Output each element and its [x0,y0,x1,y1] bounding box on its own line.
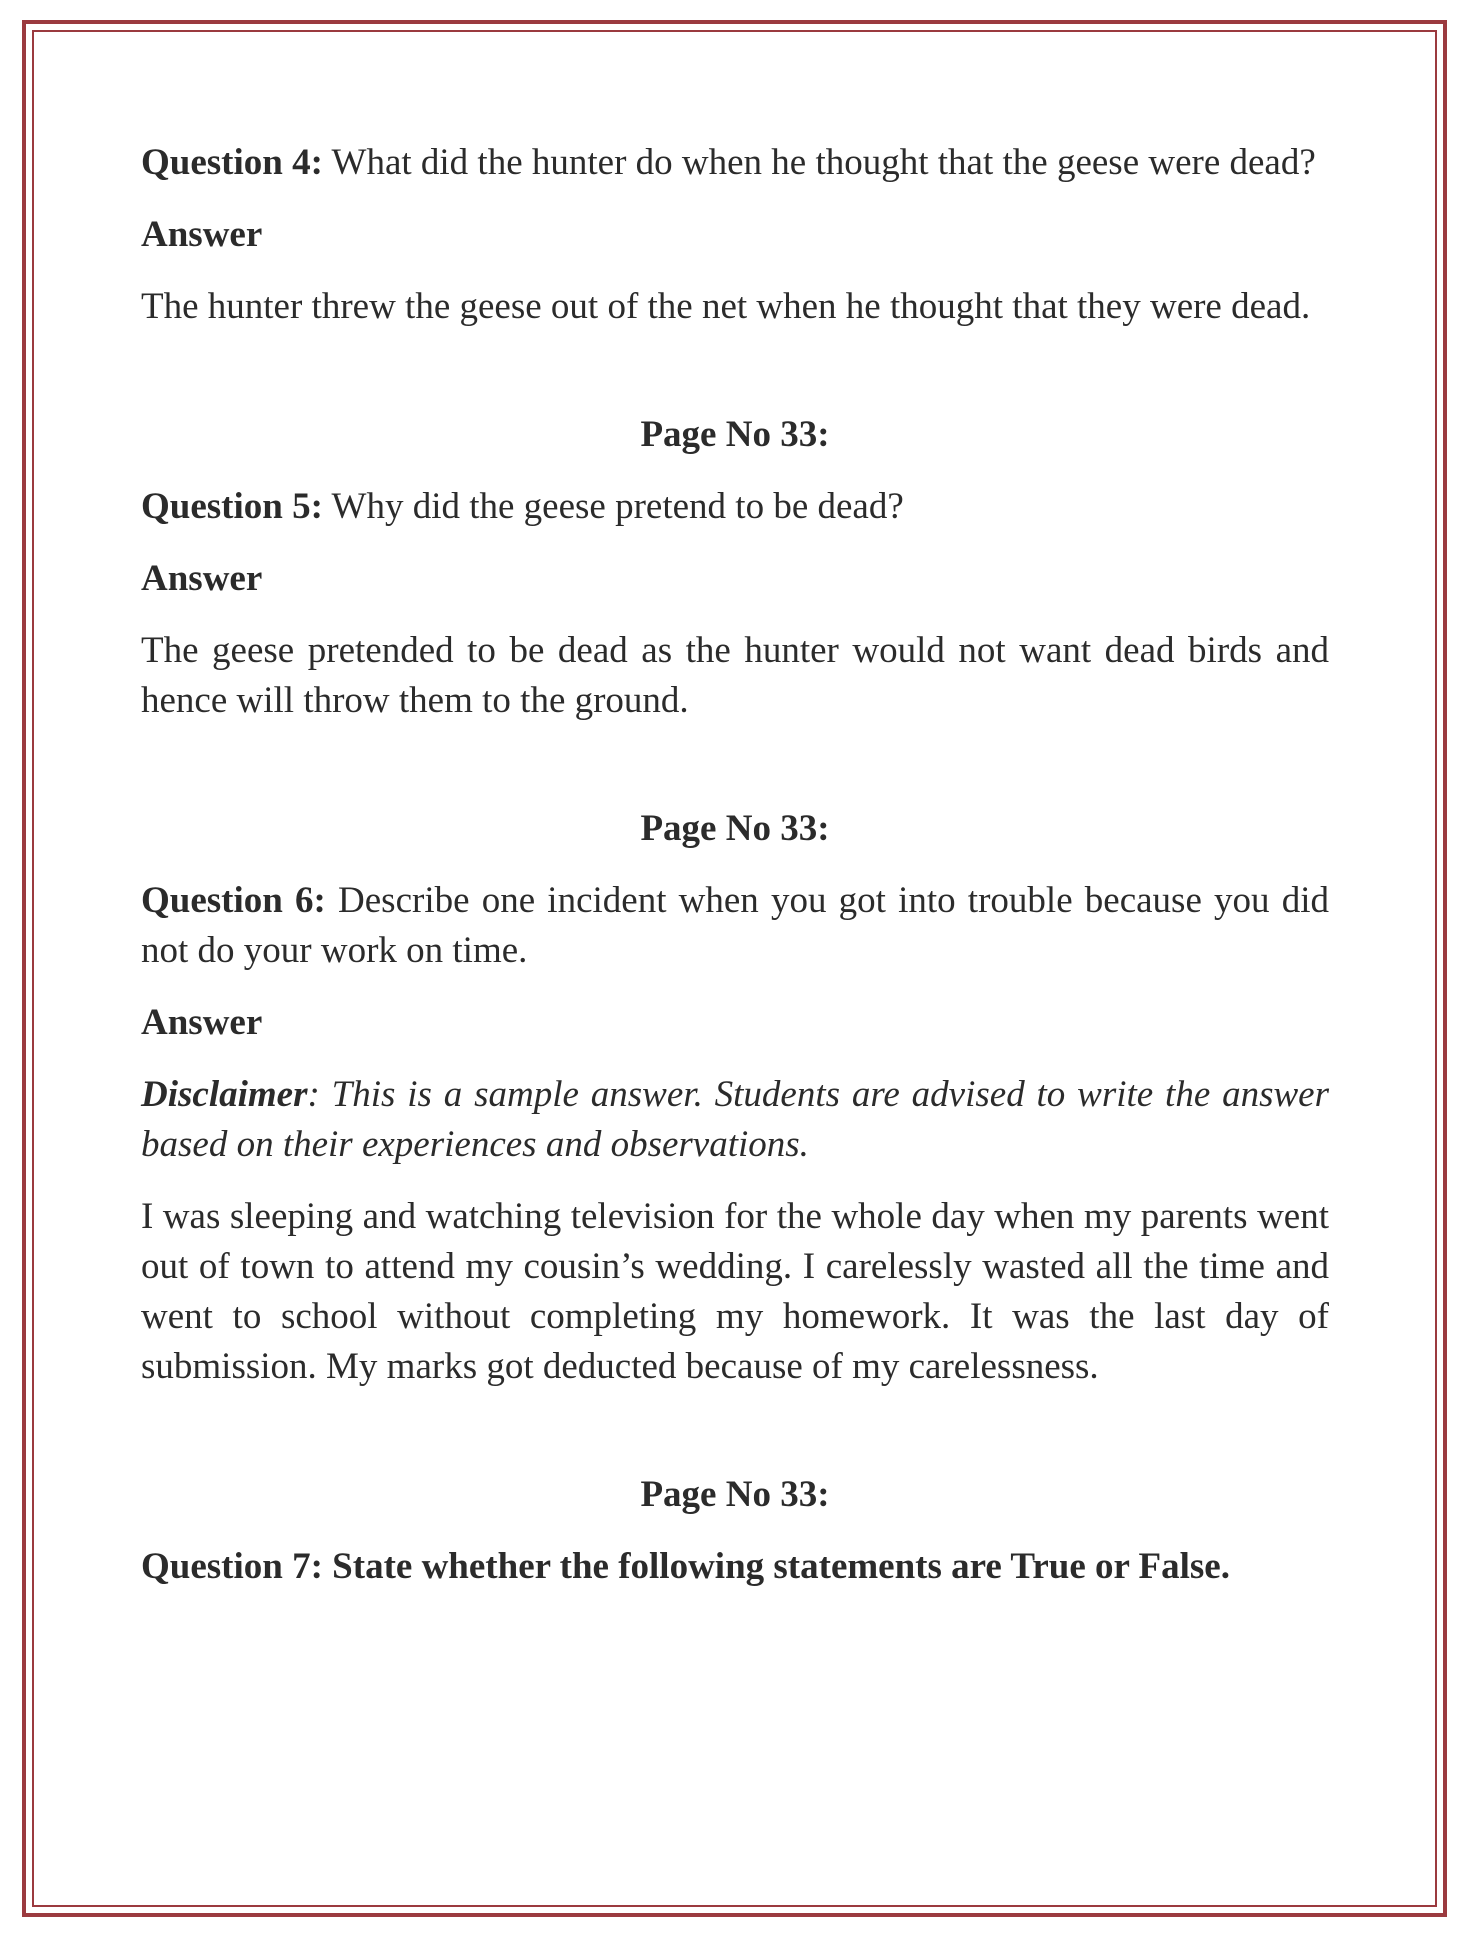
question-5-answer: The geese pretended to be dead as the hunter would not want dead birds and hence will throw them to the ground. [141,630,1329,721]
question-6-answer-label: Answer [141,1002,263,1043]
question-6-text: Describe one incident when you got into trouble because you did not do your work on time. [141,880,1329,971]
disclaimer [141,1070,1329,1170]
disclaimer-label: Disclaimer [141,1074,308,1115]
question-6-answer: I was sleeping and watching television for the whole day when my parents went out of town to attend my cousin’s wedding. I carelessly wasted all the time and went to school without completing my homework. It was the last day of submission. My marks got deducted because of my carelessness. [141,1196,1329,1387]
page-number-heading-1: Page No 33: [640,414,830,455]
document-body [141,138,1329,1592]
question-4-answer: The hunter threw the geese out of the net when he thought that they were dead. [141,286,1311,327]
question-7: Question 7: State whether the following statements are True or False. [141,1546,1230,1587]
page-number-heading-3: Page No 33: [640,1474,830,1515]
question-6 [141,876,1329,976]
disclaimer-text: : This is a sample answer. Students are advised to write the answer based on their experiences and observations. [141,1074,1329,1165]
question-4-text: What did the hunter do when he thought that the geese were dead? [322,142,1316,183]
question-5 [141,482,1329,532]
question-5-label: Question 5: [141,486,323,527]
page-number-heading-2: Page No 33: [640,808,830,849]
question-4 [141,138,1329,188]
question-4-answer-label: Answer [141,214,263,255]
question-4-label: Question 4: [141,142,323,183]
question-6-label: Question 6: [141,880,326,921]
question-5-text: Why did the geese pretend to be dead? [322,486,904,527]
question-5-answer-label: Answer [141,558,263,599]
